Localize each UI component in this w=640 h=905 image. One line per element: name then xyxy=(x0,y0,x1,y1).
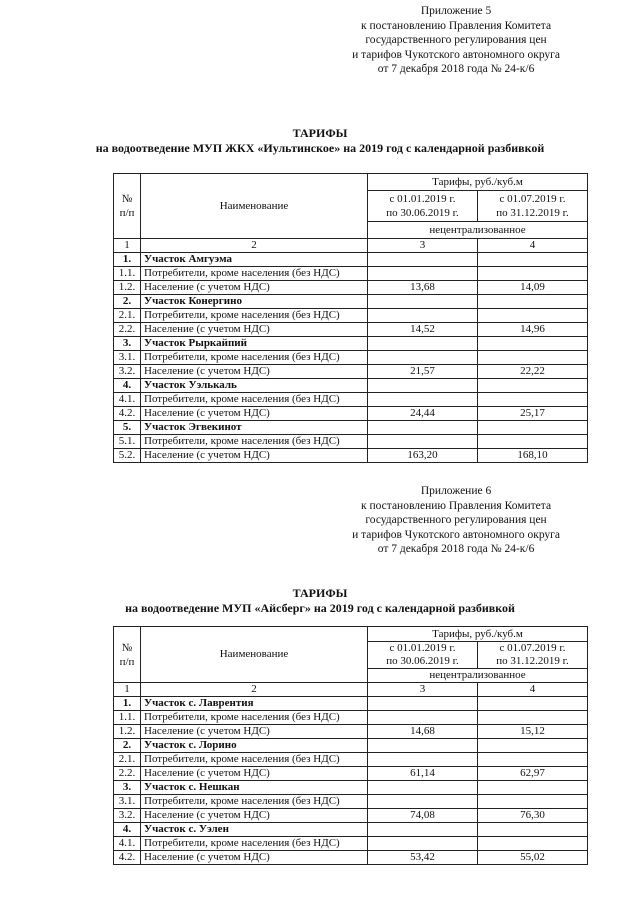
row-name: Потребители, кроме населения (без НДС) xyxy=(141,267,368,281)
tariff-value-h2 xyxy=(478,337,588,351)
row-name: Население (с учетом НДС) xyxy=(141,767,368,781)
tariff-value-h2 xyxy=(478,295,588,309)
document-subtitle-1: на водоотведение МУП ЖКХ «Иультинское» на 2019 год с календарной разбивкой xyxy=(95,141,545,155)
tariff-value-h1 xyxy=(368,781,478,795)
tariff-value-h1: 14,52 xyxy=(368,323,478,337)
row-name: Население (с учетом НДС) xyxy=(141,281,368,295)
col-index-1: 1 xyxy=(114,683,141,697)
table-row xyxy=(114,809,588,823)
header-num: № п/п xyxy=(114,174,141,239)
tariff-value-h1 xyxy=(368,795,478,809)
row-number: 1.1. xyxy=(114,711,141,725)
tariff-value-h2 xyxy=(478,711,588,725)
col-index-3: 3 xyxy=(368,683,478,697)
section-row xyxy=(114,379,588,393)
tariff-value-h2: 62,97 xyxy=(478,767,588,781)
tariff-value-h1: 24,44 xyxy=(368,407,478,421)
row-number: 5.2. xyxy=(114,449,141,463)
row-name: Население (с учетом НДС) xyxy=(141,851,368,865)
section-row xyxy=(114,253,588,267)
tariff-value-h2 xyxy=(478,739,588,753)
table-row xyxy=(114,323,588,337)
annex-line: от 7 декабря 2018 года № 24-к/6 xyxy=(377,543,535,555)
annex-line: к постановлению Правления Комитета xyxy=(361,499,552,512)
row-name: Участок с. Лорино xyxy=(141,739,368,753)
document-subtitle-2: на водоотведение МУП «Айсберг» на 2019 год с календарной разбивкой xyxy=(125,601,515,615)
row-name: Участок Эгвекинот xyxy=(141,421,368,435)
tariff-value-h2: 25,17 xyxy=(478,407,588,421)
row-name: Потребители, кроме населения (без НДС) xyxy=(141,837,368,851)
row-name: Потребители, кроме населения (без НДС) xyxy=(141,393,368,407)
tariff-value-h1 xyxy=(368,309,478,323)
tariff-value-h2 xyxy=(478,309,588,323)
tariff-value-h2 xyxy=(478,753,588,767)
row-number: 1.1. xyxy=(114,267,141,281)
tariff-value-h2 xyxy=(478,697,588,711)
row-name: Участок Рыркайпий xyxy=(141,337,368,351)
annex-line: к постановлению Правления Комитета xyxy=(361,19,552,32)
tariff-value-h1: 53,42 xyxy=(368,851,478,865)
tariff-value-h2 xyxy=(478,421,588,435)
row-name: Участок Уэлькаль xyxy=(141,379,368,393)
row-number: 1. xyxy=(114,697,141,711)
table-row xyxy=(114,365,588,379)
row-number: 1.2. xyxy=(114,725,141,739)
row-number: 1. xyxy=(114,253,141,267)
tariff-value-h2: 76,30 xyxy=(478,809,588,823)
row-name: Потребители, кроме населения (без НДС) xyxy=(141,753,368,767)
row-name: Потребители, кроме населения (без НДС) xyxy=(141,711,368,725)
tariff-value-h1 xyxy=(368,267,478,281)
tariff-value-h2 xyxy=(478,435,588,449)
tariff-value-h1: 61,14 xyxy=(368,767,478,781)
row-number: 4. xyxy=(114,379,141,393)
header-tariffs: Тарифы, руб./куб.м xyxy=(368,174,588,191)
tariff-value-h1 xyxy=(368,823,478,837)
annex-block-2 xyxy=(352,484,560,557)
header-name: Наименование xyxy=(141,174,368,239)
header-tariffs: Тарифы, руб./куб.м xyxy=(368,627,588,642)
annex-line: государственного регулирования цен xyxy=(365,514,547,526)
tariff-value-h1: 74,08 xyxy=(368,809,478,823)
tariff-value-h1: 14,68 xyxy=(368,725,478,739)
tariff-value-h1 xyxy=(368,379,478,393)
row-number: 2. xyxy=(114,295,141,309)
table-row xyxy=(114,267,588,281)
header-name: Наименование xyxy=(141,627,368,683)
row-name: Участок Амгуэма xyxy=(141,253,368,267)
annex-line: Приложение 6 xyxy=(420,485,492,497)
row-name: Потребители, кроме населения (без НДС) xyxy=(141,435,368,449)
tariff-value-h1 xyxy=(368,295,478,309)
tariff-table-1 xyxy=(113,173,588,463)
section-row xyxy=(114,823,588,837)
tariff-value-h1 xyxy=(368,421,478,435)
section-row xyxy=(114,295,588,309)
row-name: Потребители, кроме населения (без НДС) xyxy=(141,795,368,809)
tariff-value-h2: 22,22 xyxy=(478,365,588,379)
tariff-value-h2: 168,10 xyxy=(478,449,588,463)
table-row xyxy=(114,767,588,781)
table-row xyxy=(114,281,588,295)
section-row xyxy=(114,337,588,351)
tariff-value-h1 xyxy=(368,697,478,711)
row-number: 3.2. xyxy=(114,365,141,379)
tariff-value-h2 xyxy=(478,837,588,851)
header-kind: нецентрализованное xyxy=(368,222,588,239)
row-number: 3. xyxy=(114,337,141,351)
tariff-value-h1 xyxy=(368,393,478,407)
section-row xyxy=(114,739,588,753)
annex-line: и тарифов Чукотского автономного округа xyxy=(352,528,560,541)
row-name: Потребители, кроме населения (без НДС) xyxy=(141,309,368,323)
row-number: 3.1. xyxy=(114,351,141,365)
col-index-3: 3 xyxy=(368,239,478,253)
tariff-value-h2 xyxy=(478,781,588,795)
header-period-2: с 01.07.2019 г. по 31.12.2019 г. xyxy=(478,642,588,669)
row-number: 4.1. xyxy=(114,393,141,407)
tariff-value-h1 xyxy=(368,711,478,725)
row-number: 5.1. xyxy=(114,435,141,449)
table-row xyxy=(114,725,588,739)
header-num: № п/п xyxy=(114,627,141,683)
tariff-value-h2 xyxy=(478,379,588,393)
row-name: Потребители, кроме населения (без НДС) xyxy=(141,351,368,365)
section-row xyxy=(114,697,588,711)
tariff-value-h2 xyxy=(478,253,588,267)
table-row xyxy=(114,449,588,463)
tariff-value-h1: 163,20 xyxy=(368,449,478,463)
tariff-value-h2: 55,02 xyxy=(478,851,588,865)
annex-line: государственного регулирования цен xyxy=(365,34,547,46)
tariff-value-h2 xyxy=(478,351,588,365)
col-index-2: 2 xyxy=(141,239,368,253)
annex-line: Приложение 5 xyxy=(420,5,492,17)
table-row xyxy=(114,435,588,449)
row-name: Население (с учетом НДС) xyxy=(141,725,368,739)
tariff-value-h2: 15,12 xyxy=(478,725,588,739)
header-kind: нецентрализованное xyxy=(368,669,588,683)
tariff-value-h1 xyxy=(368,739,478,753)
tariff-value-h2: 14,96 xyxy=(478,323,588,337)
tariff-value-h1 xyxy=(368,337,478,351)
row-name: Участок с. Нешкан xyxy=(141,781,368,795)
row-number: 2. xyxy=(114,739,141,753)
table-row xyxy=(114,351,588,365)
header-period-1: с 01.01.2019 г. по 30.06.2019 г. xyxy=(368,191,478,222)
tariff-value-h1 xyxy=(368,753,478,767)
tariff-value-h2 xyxy=(478,267,588,281)
annex-line: от 7 декабря 2018 года № 24-к/6 xyxy=(377,63,535,75)
row-number: 1.2. xyxy=(114,281,141,295)
table-row xyxy=(114,837,588,851)
section-row xyxy=(114,421,588,435)
table-row xyxy=(114,851,588,865)
document-title-2: ТАРИФЫ xyxy=(292,586,348,600)
row-name: Население (с учетом НДС) xyxy=(141,449,368,463)
row-name: Население (с учетом НДС) xyxy=(141,809,368,823)
row-number: 2.1. xyxy=(114,309,141,323)
row-name: Население (с учетом НДС) xyxy=(141,407,368,421)
annex-line: и тарифов Чукотского автономного округа xyxy=(352,48,560,61)
annex-block-1 xyxy=(352,4,560,77)
row-number: 2.1. xyxy=(114,753,141,767)
tariff-value-h1 xyxy=(368,351,478,365)
document-title-1: ТАРИФЫ xyxy=(292,126,348,140)
section-row xyxy=(114,781,588,795)
table-row xyxy=(114,795,588,809)
tariff-table-2 xyxy=(113,626,588,865)
row-number: 3.1. xyxy=(114,795,141,809)
col-index-4: 4 xyxy=(478,683,588,697)
row-number: 4. xyxy=(114,823,141,837)
col-index-4: 4 xyxy=(478,239,588,253)
row-number: 2.2. xyxy=(114,767,141,781)
row-number: 2.2. xyxy=(114,323,141,337)
tariff-value-h2 xyxy=(478,795,588,809)
row-number: 4.1. xyxy=(114,837,141,851)
tariff-value-h2: 14,09 xyxy=(478,281,588,295)
row-name: Население (с учетом НДС) xyxy=(141,323,368,337)
row-name: Участок Конергино xyxy=(141,295,368,309)
table-row xyxy=(114,753,588,767)
row-number: 3.2. xyxy=(114,809,141,823)
row-name: Участок с. Лаврентия xyxy=(141,697,368,711)
row-number: 4.2. xyxy=(114,851,141,865)
tariff-value-h1 xyxy=(368,253,478,267)
tariff-value-h1 xyxy=(368,837,478,851)
tariff-value-h1: 13,68 xyxy=(368,281,478,295)
row-number: 3. xyxy=(114,781,141,795)
row-name: Участок с. Уэлен xyxy=(141,823,368,837)
header-period-2: с 01.07.2019 г. по 31.12.2019 г. xyxy=(478,191,588,222)
tariff-value-h1: 21,57 xyxy=(368,365,478,379)
header-period-1: с 01.01.2019 г. по 30.06.2019 г. xyxy=(368,642,478,669)
table-row xyxy=(114,393,588,407)
tariff-value-h1 xyxy=(368,435,478,449)
row-number: 5. xyxy=(114,421,141,435)
row-name: Население (с учетом НДС) xyxy=(141,365,368,379)
tariff-value-h2 xyxy=(478,393,588,407)
row-number: 4.2. xyxy=(114,407,141,421)
tariff-value-h2 xyxy=(478,823,588,837)
table-row xyxy=(114,407,588,421)
col-index-1: 1 xyxy=(114,239,141,253)
col-index-2: 2 xyxy=(141,683,368,697)
table-row xyxy=(114,309,588,323)
table-row xyxy=(114,711,588,725)
